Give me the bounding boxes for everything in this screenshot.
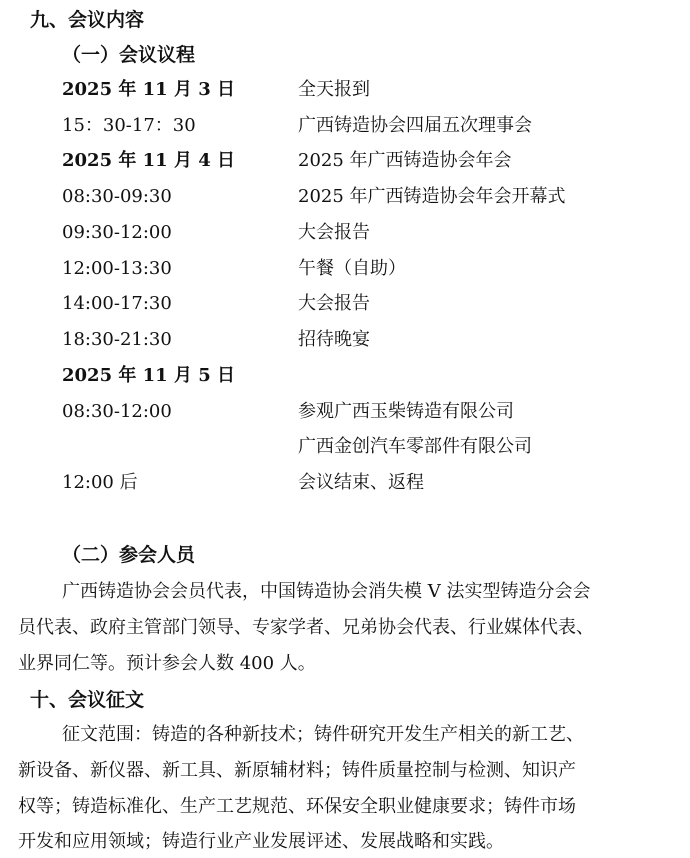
agenda-item: 午餐（自助） (298, 258, 406, 279)
agenda-time: 12:00-13:30 (62, 258, 172, 279)
paragraph-line: 员代表、政府主管部门领导、专家学者、兄弟协会代表、行业媒体代表、 (18, 617, 594, 638)
section-10-heading: 十、会议征文 (30, 689, 145, 711)
agenda-item: 2025 年广西铸造协会年会开幕式 (298, 186, 566, 207)
agenda-item: 参观广西玉柴铸造有限公司 (298, 401, 514, 422)
paragraph-line: 新设备、新仪器、新工具、新原辅材料；铸件质量控制与检测、知识产 (18, 760, 576, 781)
agenda-item: 广西铸造协会四届五次理事会 (298, 115, 532, 136)
agenda-item: 大会报告 (298, 222, 370, 243)
agenda-item: 广西金创汽车零部件有限公司 (298, 436, 532, 457)
attendees-subheading: （二）参会人员 (62, 544, 196, 566)
paragraph-line: 权等；铸造标准化、生产工艺规范、环保安全职业健康要求；铸件市场 (18, 796, 576, 817)
agenda-time: 08:30-12:00 (62, 401, 172, 422)
agenda-time: 2025 年 11 月 3 日 (62, 79, 236, 100)
agenda-subheading: （一）会议议程 (62, 44, 196, 66)
agenda-time: 12:00 后 (62, 472, 138, 493)
agenda-item: 招待晚宴 (298, 329, 370, 350)
agenda-time: 09:30-12:00 (62, 222, 172, 243)
agenda-time: 18:30-21:30 (62, 329, 172, 350)
agenda-time: 2025 年 11 月 4 日 (62, 150, 236, 171)
agenda-item: 2025 年广西铸造协会年会 (298, 150, 512, 171)
agenda-time: 2025 年 11 月 5 日 (62, 365, 236, 386)
paragraph-line: 业界同仁等。预计参会人数 400 人。 (18, 653, 316, 674)
agenda-item: 会议结束、返程 (298, 472, 424, 493)
agenda-item: 全天报到 (298, 79, 370, 100)
paragraph-line: 广西铸造协会会员代表，中国铸造协会消失模 V 法实型铸造分会会 (62, 581, 591, 602)
agenda-time: 15：30-17：30 (62, 115, 196, 136)
agenda-item: 大会报告 (298, 293, 370, 314)
agenda-time: 08:30-09:30 (62, 186, 172, 207)
section-9-heading: 九、会议内容 (30, 9, 145, 31)
agenda-time: 14:00-17:30 (62, 293, 172, 314)
paragraph-line: 开发和应用领域；铸造行业产业发展评述、发展战略和实践。 (18, 831, 504, 852)
paragraph-line: 征文范围：铸造的各种新技术；铸件研究开发生产相关的新工艺、 (62, 724, 584, 745)
